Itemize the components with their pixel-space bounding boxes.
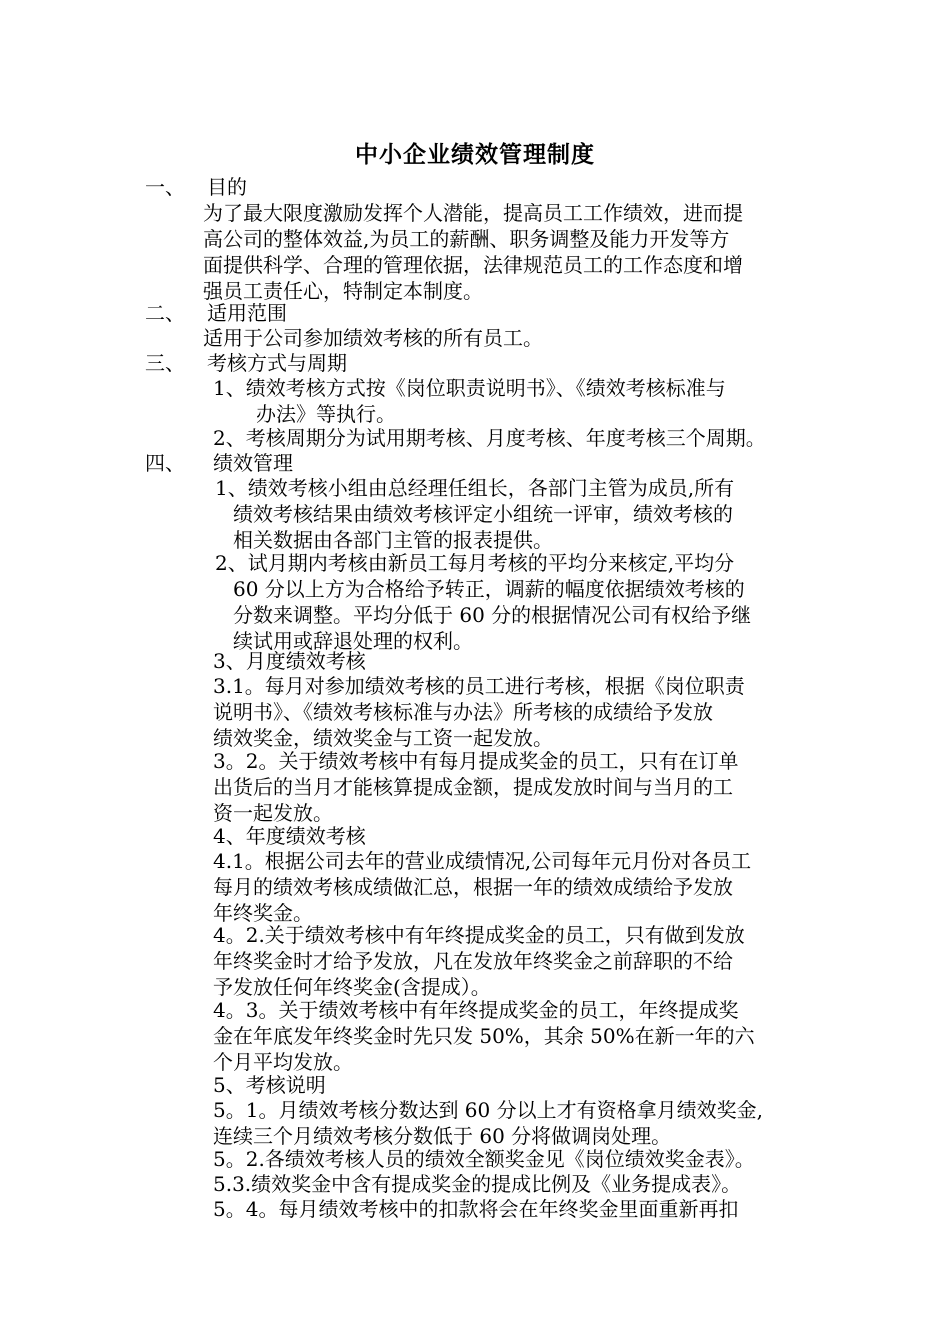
body-line: 连续三个月绩效考核分数低于 60 分将做调岗处理。 bbox=[213, 1124, 672, 1148]
subsection-paragraph bbox=[213, 673, 745, 751]
subsection-heading bbox=[213, 823, 366, 849]
section-body-purpose bbox=[203, 200, 743, 304]
body-line: 60 分以上方为合格给予转正，调薪的幅度依据绩效考核的 bbox=[233, 577, 745, 601]
subsection-paragraph bbox=[213, 1097, 763, 1149]
document-title: 中小企业绩效管理制度 bbox=[355, 141, 595, 168]
list-item bbox=[213, 425, 766, 451]
section-heading-purpose bbox=[145, 174, 247, 200]
section-heading-method bbox=[145, 350, 347, 376]
section-heading-management bbox=[145, 450, 293, 476]
body-line: 4。2.关于绩效考核中有年终提成奖金的员工，只有做到发放 bbox=[213, 923, 745, 947]
body-line: 1、绩效考核小组由总经理任组长，各部门主管为成员,所有 bbox=[215, 476, 735, 500]
section-title: 适用范围 bbox=[207, 301, 287, 325]
body-line: 4.1。根据公司去年的营业成绩情况,公司每年元月份对各员工 bbox=[213, 849, 752, 873]
list-item bbox=[213, 375, 726, 427]
body-line: 5。2.各绩效考核人员的绩效全额奖金见《岗位绩效奖金表》。 bbox=[213, 1147, 755, 1171]
subsection-paragraph bbox=[213, 997, 755, 1075]
body-line: 金在年底发年终奖金时先只发 50%，其余 50%在新一年的六 bbox=[213, 1024, 755, 1048]
subsection-paragraph bbox=[213, 848, 751, 926]
subsection-heading bbox=[213, 648, 366, 674]
body-line: 分数来调整。平均分低于 60 分的根据情况公司有权给予继 bbox=[233, 603, 752, 627]
subsection-paragraph bbox=[213, 748, 738, 826]
body-line: 2、试月期内考核由新员工每月考核的平均分来核定,平均分 bbox=[215, 551, 735, 575]
section-number: 二、 bbox=[145, 301, 185, 325]
body-line: 3、月度绩效考核 bbox=[213, 649, 366, 673]
section-title: 绩效管理 bbox=[213, 451, 293, 475]
body-line: 4、年度绩效考核 bbox=[213, 824, 366, 848]
body-line: 5。1。月绩效考核分数达到 60 分以上才有资格拿月绩效奖金, bbox=[213, 1098, 763, 1122]
subsection-heading bbox=[213, 1072, 326, 1098]
subsection-paragraph bbox=[213, 922, 745, 1000]
body-line: 3。2。关于绩效考核中有每月提成奖金的员工，只有在订单 bbox=[213, 749, 739, 773]
section-title: 目的 bbox=[207, 175, 247, 199]
body-line: 强员工责任心，特制定本制度。 bbox=[203, 279, 483, 303]
list-item bbox=[215, 550, 751, 654]
body-line: 个月平均发放。 bbox=[213, 1050, 353, 1074]
body-line: 1、绩效考核方式按《岗位职责说明书》、《绩效考核标准与 bbox=[213, 376, 726, 400]
body-line: 3.1。每月对参加绩效考核的员工进行考核，根据《岗位职责 bbox=[213, 674, 745, 698]
body-line: 为了最大限度激励发挥个人潜能，提高员工工作绩效，进而提 bbox=[203, 201, 743, 225]
body-line: 续试用或辞退处理的权利。 bbox=[233, 629, 473, 653]
body-line: 绩效考核结果由绩效考核评定小组统一评审，绩效考核的 bbox=[233, 502, 733, 526]
body-line: 年终奖金时才给予发放，凡在发放年终奖金之前辞职的不给 bbox=[213, 949, 733, 973]
section-number: 四、 bbox=[145, 451, 185, 475]
body-line: 5。4。每月绩效考核中的扣款将会在年终奖金里面重新再扣 bbox=[213, 1197, 739, 1221]
body-line: 2、考核周期分为试用期考核、月度考核、年度考核三个周期。 bbox=[213, 426, 766, 450]
body-line: 相关数据由各部门主管的报表提供。 bbox=[233, 528, 553, 552]
body-line: 年终奖金。 bbox=[213, 901, 313, 925]
body-line: 予发放任何年终奖金(含提成）。 bbox=[213, 975, 491, 999]
body-line: 面提供科学、合理的管理依据，法律规范员工的工作态度和增 bbox=[203, 253, 743, 277]
list-item bbox=[215, 475, 734, 553]
body-line: 办法》等执行。 bbox=[256, 402, 396, 426]
body-line: 4。3。关于绩效考核中有年终提成奖金的员工，年终提成奖 bbox=[213, 998, 739, 1022]
section-title: 考核方式与周期 bbox=[207, 351, 347, 375]
body-line: 出货后的当月才能核算提成金额，提成发放时间与当月的工 bbox=[213, 775, 733, 799]
body-line: 每月的绩效考核成绩做汇总，根据一年的绩效成绩给予发放 bbox=[213, 875, 733, 899]
subsection-paragraph bbox=[213, 1196, 738, 1222]
body-line: 适用于公司参加绩效考核的所有员工。 bbox=[203, 326, 543, 350]
subsection-paragraph bbox=[213, 1171, 741, 1197]
section-number: 一、 bbox=[145, 175, 185, 199]
body-line: 说明书》、《绩效考核标准与办法》所考核的成绩给予发放 bbox=[213, 700, 713, 724]
section-body-scope bbox=[203, 325, 543, 351]
body-line: 绩效奖金，绩效奖金与工资一起发放。 bbox=[213, 726, 553, 750]
subsection-paragraph bbox=[213, 1146, 755, 1172]
section-heading-scope bbox=[145, 300, 287, 326]
section-number: 三、 bbox=[145, 351, 185, 375]
body-line: 5、考核说明 bbox=[213, 1073, 326, 1097]
body-line: 5.3.绩效奖金中含有提成奖金的提成比例及《业务提成表》。 bbox=[213, 1172, 742, 1196]
body-line: 资一起发放。 bbox=[213, 801, 333, 825]
body-line: 高公司的整体效益,为员工的薪酬、职务调整及能力开发等方 bbox=[203, 227, 730, 251]
